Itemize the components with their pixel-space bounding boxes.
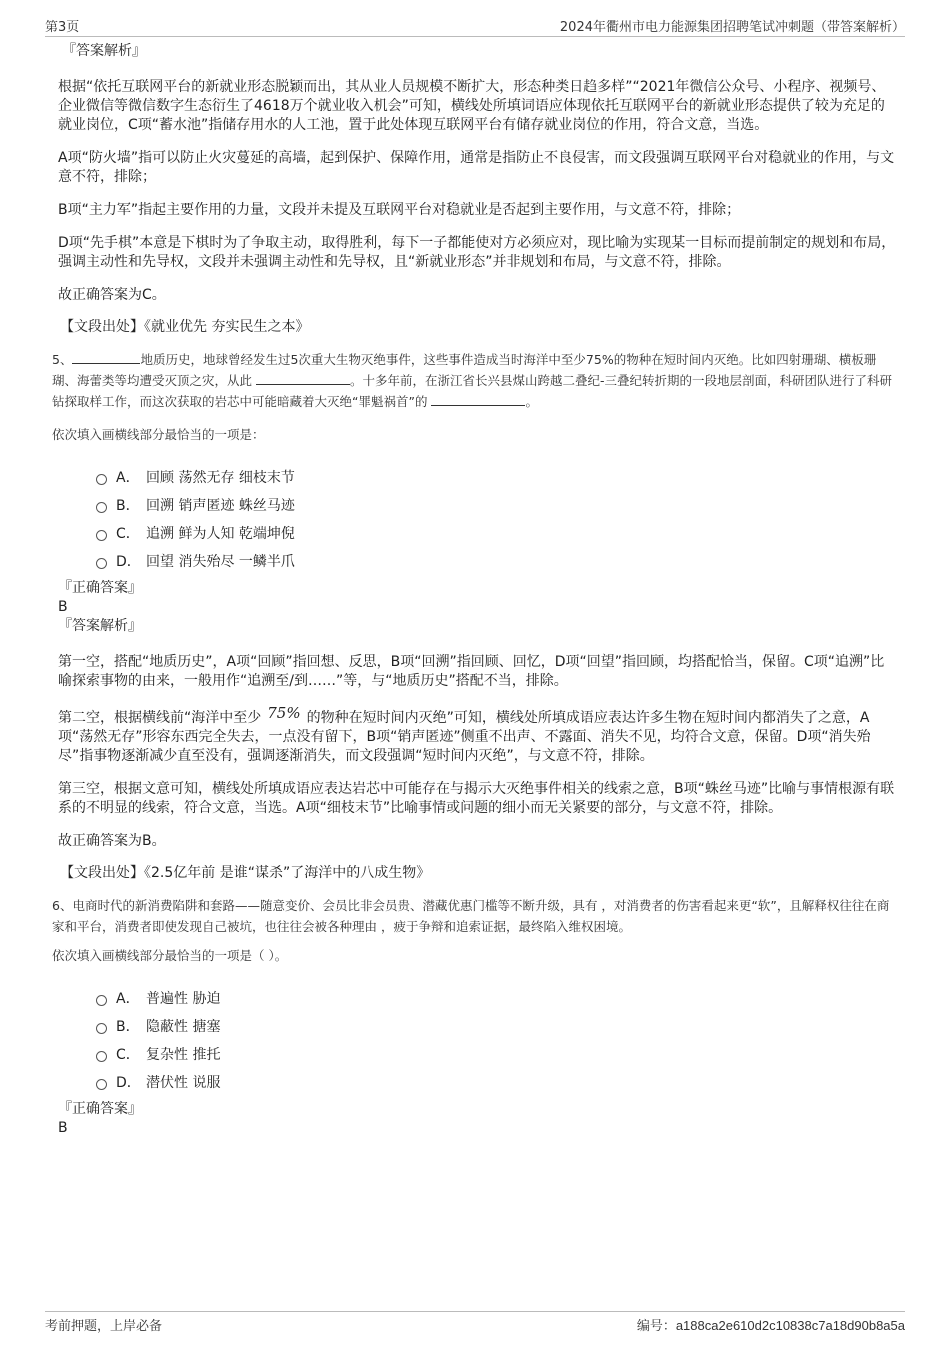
page-content (52, 42, 896, 1138)
question-number: 5、 (52, 352, 73, 367)
percentage-formula: 75% (267, 704, 301, 722)
fill-blank (256, 372, 350, 385)
radio-icon[interactable] (96, 502, 107, 513)
q6-stem: 6、电商时代的新消费陷阱和套路——随意变价、会员比非会员贵、潜藏优惠门槛等不断升级，具有 ，对消费者的伤害看起来更“软”，且解释权往往在商家和平台，消费者即使发现自己被坑，也往往会被各种理由 ，疲于争辩和追索证据，最终陷入维权困境。 (52, 898, 890, 934)
option-c[interactable]: C． 复杂性 推托 (96, 1040, 896, 1068)
q5-analysis-para: 第二空，根据横线前“海洋中至少 75% 的物种在短时间内灭绝”可知，横线处所填成语应表达许多生物在短时间内都消失了之意，A项“荡然无存”形容东西完全失去，一点没有留下，B项“销声匿迹”侧重不出声、不露面、消失不见，均符合文意，保留。D项“消失殆尽”指事物逐渐减少直至没有，强调逐渐消失，而文段强调“短时间内灭绝”，与文意不符，排除。 (58, 704, 871, 764)
fill-blank (72, 351, 140, 364)
q4-analysis-para: 根据“依托互联网平台的新就业形态脱颖而出，其从业人员规模不断扩大，形态种类日趋多样”“2021年微信公众号、小程序、视频号、企业微信等微信数字生态衍生了4618万个就业收入机会”可知，横线处所填词语应体现依托互联网平台的新就业形态提供了较为充足的就业岗位，C项“蓄水池”指储存用水的人工池，置于此处体现互联网平台有储存就业岗位的作用，符合文意，当选。 (58, 79, 886, 133)
page-header (45, 14, 905, 37)
q5-analysis-para: 第三空，根据文意可知，横线处所填成语应表达岩芯中可能存在与揭示大灭绝事件相关的线索之意，B项“蛛丝马迹”比喻与事情根源有联系的不明显的线索，符合文意，当选。A项“细枝末节”比喻事情或问题的细小而无关紧要的部分，与文意不符，排除。 (58, 781, 895, 816)
q5-answer-label: 『正确答案』 (58, 580, 142, 596)
q6-answer-label: 『正确答案』 (58, 1101, 142, 1117)
option-d[interactable]: D． 回望 消失殆尽 一鳞半爪 (96, 547, 896, 575)
option-d[interactable]: D． 潜伏性 说服 (96, 1068, 896, 1096)
question-number: 6、 (52, 898, 73, 913)
option-a[interactable]: A． 回顾 荡然无存 细枝末节 (96, 463, 896, 491)
page-footer (45, 1311, 905, 1334)
q4-analysis-para: D项“先手棋”本意是下棋时为了争取主动，取得胜利，每下一子都能使对方必须应对，现比喻为实现某一目标而提前制定的规划和布局，强调主动性和先导权，文段并未强调主动性和先导权，且“新就业形态”并非规划和布局，与文意不符，排除。 (58, 235, 896, 270)
q4-analysis-para: B项“主力军”指起主要作用的力量，文段并未提及互联网平台对稳就业是否起到主要作用，与文意不符，排除； (58, 202, 741, 218)
radio-icon[interactable] (96, 1023, 107, 1034)
q5-options (96, 463, 896, 575)
radio-icon[interactable] (96, 530, 107, 541)
page-number: 第3页 (45, 20, 80, 35)
q6-options (96, 984, 896, 1096)
radio-icon[interactable] (96, 995, 107, 1006)
radio-icon[interactable] (96, 474, 107, 485)
q4-source: 【文段出处】《就业优先 夯实民生之本》 (60, 319, 310, 335)
q5-analysis-label: 『答案解析』 (58, 618, 142, 634)
q4-analysis-label: 『答案解析』 (62, 43, 146, 59)
q5-answer: B (58, 599, 68, 615)
fill-blank (431, 393, 525, 406)
q4-analysis-para: A项“防火墙”指可以防止火灾蔓延的高墙，起到保护、保障作用，通常是指防止不良侵害，而文段强调互联网平台对稳就业的作用，与文意不符，排除； (58, 150, 895, 185)
option-c[interactable]: C． 追溯 鲜为人知 乾端坤倪 (96, 519, 896, 547)
q4-conclusion: 故正确答案为C。 (58, 287, 166, 303)
q6-instruction: 依次填入画横线部分最恰当的一项是（ ）。 (52, 948, 288, 963)
radio-icon[interactable] (96, 1079, 107, 1090)
q5-source: 【文段出处】《2.5亿年前 是谁“谋杀”了海洋中的八成生物》 (60, 865, 431, 881)
document-code: 编号：a188ca2e610d2c10838c7a18d90b8a5a (636, 1318, 905, 1334)
q6-answer: B (58, 1120, 68, 1136)
q5-analysis-para: 第一空，搭配“地质历史”，A项“回顾”指回想、反思，B项“回溯”指回顾、回忆，D项“回望”指回顾，均搭配恰当，保留。C项“追溯”比喻探索事物的由来，一般用作“追溯至/到……”等，与“地质历史”搭配不当，排除。 (58, 654, 885, 689)
document-title: 2024年衢州市电力能源集团招聘笔试冲刺题（带答案解析） (559, 20, 905, 35)
radio-icon[interactable] (96, 558, 107, 569)
option-b[interactable]: B． 回溯 销声匿迹 蛛丝马迹 (96, 491, 896, 519)
footer-slogan: 考前押题，上岸必备 (45, 1319, 163, 1334)
option-b[interactable]: B． 隐蔽性 搪塞 (96, 1012, 896, 1040)
option-a[interactable]: A． 普遍性 胁迫 (96, 984, 896, 1012)
q5-stem: 5、 地质历史，地球曾经发生过5次重大生物灭绝事件，这些事件造成当时海洋中至少75%的物种在短时间内灭绝。比如四射珊瑚、横板珊瑚、海蕾类等均遭受灭顶之灾，从此 。十多年前，在浙江省长兴县煤山跨越二叠纪-三叠纪转折期的一段地层剖面，科研团队进行了科研钻探取样工作，而这次获取的岩芯中可能暗藏着大灭绝“罪魁祸首”的 。 (52, 352, 893, 409)
radio-icon[interactable] (96, 1051, 107, 1062)
q5-conclusion: 故正确答案为B。 (58, 833, 166, 849)
q5-instruction: 依次填入画横线部分最恰当的一项是： (52, 427, 265, 442)
